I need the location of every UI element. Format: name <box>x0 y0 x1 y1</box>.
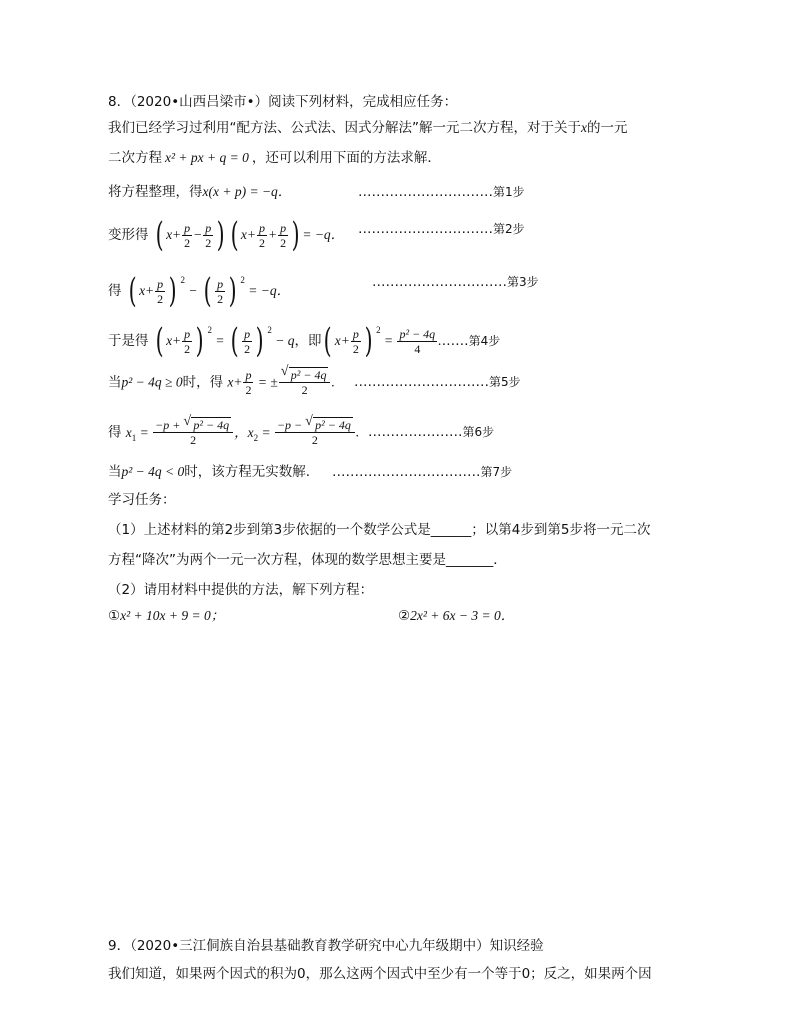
step-3-label: …………………………第3步 <box>372 274 539 290</box>
step-6-label: …………………第6步 <box>368 424 495 440</box>
task-1-line2: 方程“降次”为两个一元一次方程，体现的数学思想主要是_______． <box>108 552 507 568</box>
step-3: 得 ( x+ $\frac{p}{2}$ ) $^2$ − ( $\frac{p}{2}$ ) $^2$ = −q． <box>108 271 291 311</box>
step-2-label: …………………………第2步 <box>358 221 525 237</box>
q8-intro-line1: 我们已经学习过利用“配方法、公式法、因式分解法”解一元二次方程，对于关于x的一元 <box>108 120 628 136</box>
q9-header: 9．（2020•三江侗族自治县基础教育教学研究中心九年级期中）知识经验 <box>108 938 544 954</box>
equation-1: ①x² + 10x + 9 = 0； <box>108 608 225 624</box>
step-7-label: ……………………………第7步 <box>332 464 513 480</box>
step-4: 于是得 ( x+ $\frac{p}{2}$ ) $^2$ = ( $\frac{p}{2}$ ) $^2$ − q，即( x+ $\frac{p}{2}$ ) $^2$ = $\frac{\text{p² − 4q}}{4}$ .……第4步 <box>108 321 501 361</box>
step-5: 当p² − 4q ≥ 0时，得 x+ $\frac{p}{2}$ = ± √ p² − 4q 2 . <box>108 364 335 397</box>
task-1-line1: （1）上述材料的第2步到第3步依据的一个数学公式是______；以第4步到第5步将一元二次 <box>108 522 651 538</box>
step-6: 得 $x_1$ = −p + √ p² − 4q 2 ，$x_2$ = −p − √ p² − 4q 2 . <box>108 414 360 447</box>
step-2: 变形得 ( x+ $\frac{p}{2}$ − $\frac{p}{2}$ ) ( x+ $\frac{p}{2}$ + $\frac{p}{2}$ ) = −q． <box>108 215 345 255</box>
task-2: （2）请用材料中提供的方法，解下列方程： <box>108 582 374 598</box>
q8-header: 8．（2020•山西吕梁市•）阅读下列材料，完成相应任务： <box>108 94 458 110</box>
equation-2: ②2x² + 6x − 3 = 0． <box>398 608 515 624</box>
step-7: 当p² − 4q < 0时，该方程无实数解. <box>108 464 311 480</box>
q9-line1: 我们知道，如果两个因式的积为0，那么这两个因式中至少有一个等于0；反之，如果两个因 <box>108 966 652 982</box>
q8-intro-line2: 二次方程 x² + px + q = 0 ，还可以利用下面的方法求解． <box>108 150 441 166</box>
task-title: 学习任务： <box>108 492 176 508</box>
step-1: 将方程整理，得x(x + p) = −q． <box>108 184 292 200</box>
step-1-label: …………………………第1步 <box>358 184 525 200</box>
step-5-label: …………………………第5步 <box>354 374 521 390</box>
